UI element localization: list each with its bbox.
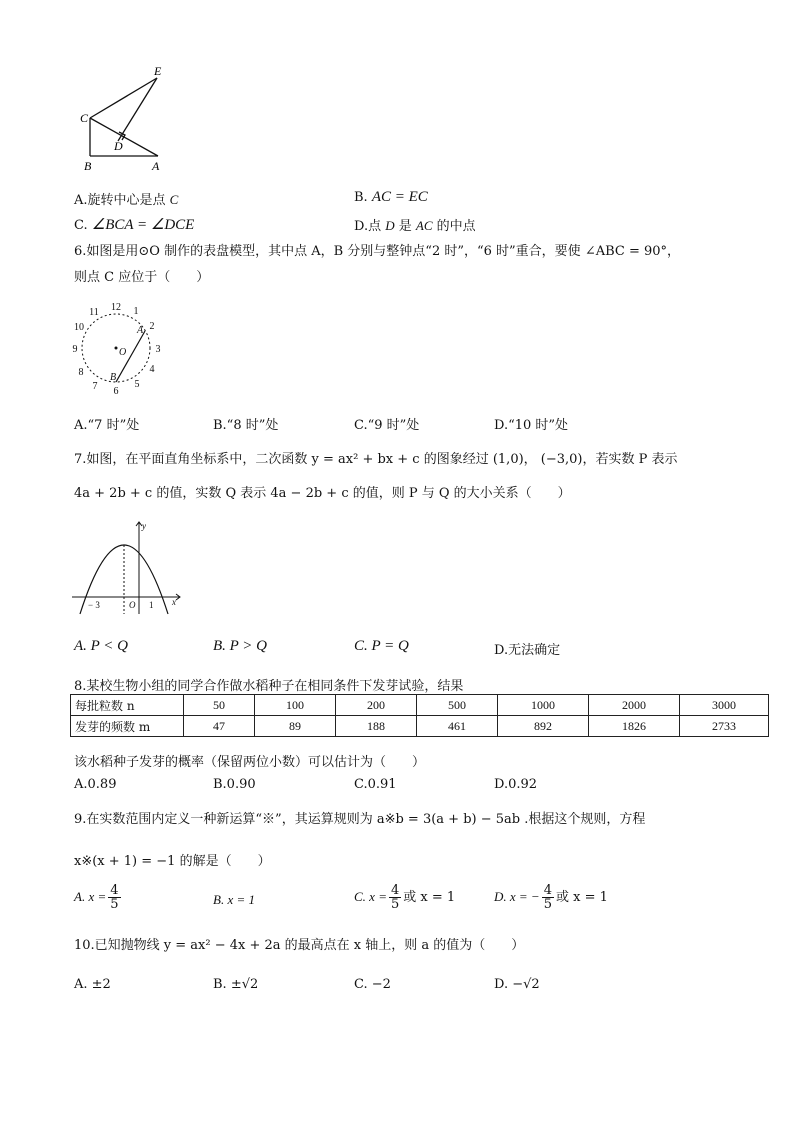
- q6-option-b: B.“8 时”处: [213, 418, 279, 433]
- fraction: [389, 884, 401, 911]
- clock-number-12: 12: [111, 302, 121, 313]
- clock-number-5: 5: [134, 379, 140, 390]
- fraction-denominator: 5: [543, 897, 552, 912]
- q6-stem-line1: 6.如图是用⊙O 制作的表盘模型，其中点 A，B 分别与整钟点“2 时”，“6 时”重合，要使 ∠ABC = 90°，: [74, 244, 681, 259]
- q5-option-b: [354, 189, 428, 206]
- label-c: C: [80, 111, 89, 125]
- q5-option-a: [74, 189, 178, 208]
- q7-option-b: B. P > Q: [213, 638, 268, 654]
- fraction-denominator: 5: [390, 897, 400, 912]
- q6-option-d: D.“10 时”处: [494, 418, 569, 433]
- table-cell: 1826: [589, 716, 680, 737]
- q8-stem: 8.某校生物小组的同学合作做水稻种子在相同条件下发芽试验，结果: [74, 679, 464, 694]
- label-b: B: [84, 159, 92, 173]
- clock-number-2: 2: [149, 321, 155, 332]
- table-cell: 每批粒数 n: [71, 695, 184, 716]
- q5-option-d-mid: 是: [394, 219, 416, 234]
- fraction-numerator: 4: [543, 883, 552, 898]
- graph-label-y: y: [142, 521, 146, 531]
- q5-option-a-prefix: A.: [74, 193, 88, 208]
- q9-option-c: [354, 884, 455, 911]
- clock-number-9: 9: [72, 344, 78, 355]
- q5-option-c-prefix: C.: [74, 218, 92, 233]
- fraction-numerator: 4: [110, 883, 119, 898]
- q9-option-d: [494, 884, 608, 911]
- clock-label-o: O: [119, 347, 127, 358]
- table-row: [71, 716, 769, 737]
- germination-table: [70, 694, 769, 737]
- fraction: [542, 884, 554, 911]
- q6-stem-line2: 则点 C 应位于（ ）: [74, 270, 210, 285]
- fraction: [108, 884, 120, 911]
- q9-stem-line2: x※(x + 1) = −1 的解是（ ）: [74, 854, 271, 869]
- q5-option-c-text: ∠BCA = ∠DCE: [91, 217, 195, 233]
- q8-option-c: C.0.91: [354, 777, 397, 792]
- graph-label-x: x: [172, 597, 176, 607]
- clock-number-4: 4: [149, 364, 155, 375]
- q7-stem-line2: 4a + 2b + c 的值，实数 Q 表示 4a − 2b + c 的值，则 P 与 Q 的大小关系（ ）: [74, 486, 571, 501]
- q5-option-a-text: 旋转中心是点: [87, 193, 170, 208]
- q10-option-c: C. −2: [354, 977, 391, 992]
- graph-label-minus3: − 3: [88, 600, 100, 610]
- q8-option-b: B.0.90: [213, 777, 256, 792]
- table-row: [71, 695, 769, 716]
- clock-number-1: 1: [133, 306, 139, 317]
- label-a: A: [152, 159, 160, 173]
- q9-option-c-prefix: C. x =: [354, 889, 387, 904]
- q9-option-b: B. x = 1: [213, 892, 255, 907]
- q9-option-a: [74, 884, 123, 911]
- clock-number-6: 6: [113, 386, 119, 397]
- q5-option-d-var2: AC: [415, 218, 433, 233]
- q8-question: 该水稻种子发芽的概率（保留两位小数）可以估计为（ ）: [74, 755, 426, 770]
- clock-label-b: B: [110, 372, 117, 383]
- q8-option-a: A.0.89: [74, 777, 117, 792]
- table-cell: 200: [336, 695, 417, 716]
- graph-label-1: 1: [149, 600, 154, 610]
- clock-number-7: 7: [92, 381, 98, 392]
- clock-number-8: 8: [78, 367, 84, 378]
- table-cell: 3000: [680, 695, 769, 716]
- clock-label-a: A: [137, 325, 144, 336]
- q5-option-b-prefix: B.: [354, 190, 372, 205]
- q6-option-a: A.“7 时”处: [74, 418, 140, 433]
- table-cell: 47: [184, 716, 255, 737]
- q5-option-a-var: C: [169, 192, 179, 207]
- table-cell: 50: [184, 695, 255, 716]
- table-cell: 188: [336, 716, 417, 737]
- q9-option-d-prefix: D. x = −: [494, 889, 540, 904]
- q5-option-d-tail: 的中点: [432, 219, 476, 234]
- q10-option-b: B. ±√2: [213, 977, 259, 992]
- fraction-numerator: 4: [390, 883, 400, 898]
- q7-stem-line1: 7.如图，在平面直角坐标系中，二次函数 y = ax² + bx + c 的图象经过 (1,0)， (−3,0)，若实数 P 表示: [74, 452, 678, 467]
- q10-option-a: A. ±2: [74, 977, 111, 992]
- table-cell: 发芽的频数 m: [71, 716, 184, 737]
- table-cell: 461: [417, 716, 498, 737]
- q10-stem: 10.已知抛物线 y = ax² − 4x + 2a 的最高点在 x 轴上，则 a 的值为（ ）: [74, 938, 525, 953]
- q5-option-d-prefix: D.点: [354, 219, 386, 234]
- label-d: D: [114, 139, 123, 153]
- label-e: E: [154, 64, 162, 78]
- q5-option-d: [354, 215, 476, 234]
- q5-option-c: [74, 215, 194, 234]
- table-cell: 2000: [589, 695, 680, 716]
- triangle-figure: [70, 62, 180, 177]
- parabola-graph: [68, 516, 184, 616]
- table-cell: 89: [255, 716, 336, 737]
- clock-figure: [66, 296, 166, 400]
- q9-option-d-tail: 或 x = 1: [555, 890, 608, 905]
- clock-number-11: 11: [89, 307, 99, 318]
- q10-option-d: D. −√2: [494, 977, 540, 992]
- fraction-denominator: 5: [110, 897, 119, 912]
- q7-option-c: C. P = Q: [354, 638, 409, 654]
- q9-option-a-prefix: A. x =: [74, 889, 107, 904]
- q7-option-a: A. P < Q: [74, 638, 129, 654]
- q5-option-b-text: AC = EC: [371, 189, 428, 205]
- table-cell: 1000: [498, 695, 589, 716]
- q5-option-d-var1: D: [385, 218, 395, 233]
- q9-stem-line1: 9.在实数范围内定义一种新运算“※”，其运算规则为 a※b = 3(a + b) − 5ab .根据这个规则，方程: [74, 812, 646, 827]
- table-cell: 500: [417, 695, 498, 716]
- graph-label-o: O: [129, 600, 136, 610]
- q9-option-c-tail: 或 x = 1: [403, 890, 456, 905]
- table-cell: 100: [255, 695, 336, 716]
- q7-option-d: D.无法确定: [494, 643, 561, 658]
- table-cell: 892: [498, 716, 589, 737]
- clock-number-10: 10: [74, 322, 84, 333]
- table-cell: 2733: [680, 716, 769, 737]
- clock-number-3: 3: [155, 344, 161, 355]
- q6-option-c: C.“9 时”处: [354, 418, 420, 433]
- q8-option-d: D.0.92: [494, 777, 538, 792]
